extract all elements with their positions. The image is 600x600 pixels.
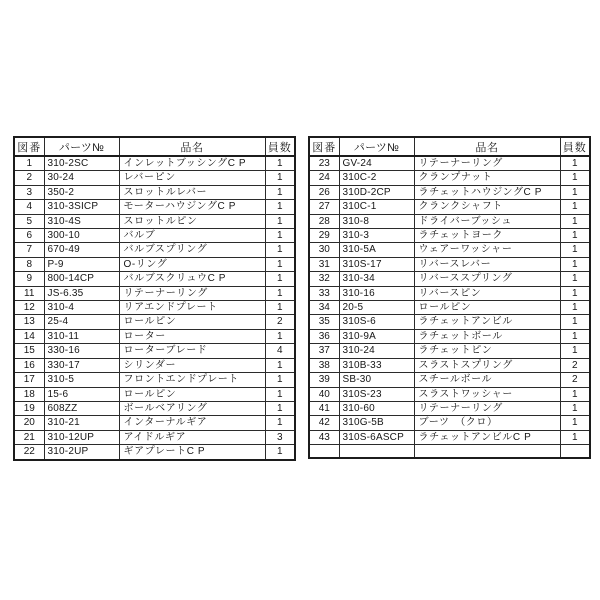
cell-part-name: リテーナーリング	[119, 286, 265, 300]
cell-figure-no: 17	[14, 373, 44, 387]
cell-parts-no: JS-6.35	[44, 286, 119, 300]
cell-parts-no: 310-21	[44, 416, 119, 430]
cell-quantity: 1	[560, 329, 590, 343]
cell-quantity: 1	[560, 315, 590, 329]
cell-figure-no: 35	[309, 315, 339, 329]
cell-figure-no: 13	[14, 315, 44, 329]
cell-parts-no: 310B-33	[339, 358, 414, 372]
cell-quantity: 1	[560, 214, 590, 228]
cell-figure-no: 22	[14, 445, 44, 460]
cell-parts-no: 310-2SC	[44, 156, 119, 171]
cell-figure-no: 30	[309, 243, 339, 257]
cell-parts-no: 310-34	[339, 272, 414, 286]
table-row	[14, 344, 295, 358]
header-part-name: 品名	[119, 137, 265, 156]
table-row	[309, 358, 590, 372]
cell-quantity: 1	[265, 416, 295, 430]
cell-quantity: 1	[265, 229, 295, 243]
cell-quantity: 1	[265, 214, 295, 228]
cell-parts-no: 310S-6ASCP	[339, 430, 414, 444]
header-row	[14, 137, 295, 156]
cell-figure-no: 29	[309, 229, 339, 243]
cell-figure-no: 41	[309, 401, 339, 415]
cell-part-name: ラチェットボール	[414, 329, 560, 343]
table-row	[309, 373, 590, 387]
cell-figure-no: 36	[309, 329, 339, 343]
table-row	[14, 286, 295, 300]
cell-parts-no: 310D-2CP	[339, 185, 414, 199]
cell-part-name: スロットルレバー	[119, 185, 265, 199]
cell-part-name: ブーツ （クロ）	[414, 416, 560, 430]
cell-part-name: シリンダー	[119, 358, 265, 372]
cell-figure-no: 33	[309, 286, 339, 300]
cell-part-name: リテーナーリング	[414, 156, 560, 171]
cell-parts-no: 310-24	[339, 344, 414, 358]
table-row	[309, 387, 590, 401]
cell-quantity: 1	[265, 185, 295, 199]
cell-parts-no: 310-9A	[339, 329, 414, 343]
cell-quantity: 1	[265, 257, 295, 271]
cell-figure-no: 3	[14, 185, 44, 199]
table-row	[309, 401, 590, 415]
cell-figure-no	[309, 445, 339, 458]
cell-figure-no: 15	[14, 344, 44, 358]
cell-parts-no: 330-16	[44, 344, 119, 358]
cell-figure-no: 38	[309, 358, 339, 372]
cell-quantity: 1	[265, 373, 295, 387]
parts-table-right	[308, 136, 591, 459]
cell-quantity: 1	[265, 329, 295, 343]
cell-parts-no: 310-3SICP	[44, 200, 119, 214]
cell-part-name: バルブ	[119, 229, 265, 243]
cell-parts-no: 310-4	[44, 301, 119, 315]
cell-quantity: 1	[560, 229, 590, 243]
cell-part-name: ラチェットヨーク	[414, 229, 560, 243]
cell-part-name: バルブスプリング	[119, 243, 265, 257]
table-row	[309, 315, 590, 329]
table-row	[14, 185, 295, 199]
cell-figure-no: 31	[309, 257, 339, 271]
cell-quantity: 1	[560, 401, 590, 415]
cell-parts-no: 30-24	[44, 171, 119, 185]
cell-figure-no: 2	[14, 171, 44, 185]
cell-figure-no: 27	[309, 200, 339, 214]
cell-quantity: 1	[560, 272, 590, 286]
cell-part-name: リバースピン	[414, 286, 560, 300]
table-row	[14, 401, 295, 415]
cell-parts-no: 310-12UP	[44, 430, 119, 444]
cell-part-name: ラチェットハウジングC P	[414, 185, 560, 199]
cell-part-name: クランクシャフト	[414, 200, 560, 214]
table-row	[309, 430, 590, 444]
cell-parts-no: 310S-17	[339, 257, 414, 271]
cell-parts-no: 800-14CP	[44, 272, 119, 286]
cell-parts-no: 310S-23	[339, 387, 414, 401]
table-row	[14, 315, 295, 329]
cell-part-name: ラチェットアンビル	[414, 315, 560, 329]
table-header-left	[14, 137, 295, 156]
table-row	[309, 416, 590, 430]
cell-part-name: リバースレバー	[414, 257, 560, 271]
cell-figure-no: 34	[309, 301, 339, 315]
cell-parts-no: 310-3	[339, 229, 414, 243]
table-row	[14, 445, 295, 460]
cell-parts-no: 608ZZ	[44, 401, 119, 415]
table-row	[309, 257, 590, 271]
table-row	[309, 171, 590, 185]
table-row	[309, 229, 590, 243]
cell-figure-no: 5	[14, 214, 44, 228]
cell-quantity: 1	[265, 301, 295, 315]
cell-figure-no: 11	[14, 286, 44, 300]
cell-figure-no: 32	[309, 272, 339, 286]
cell-quantity: 1	[560, 156, 590, 171]
cell-part-name: リアエンドプレート	[119, 301, 265, 315]
cell-quantity: 1	[560, 200, 590, 214]
cell-part-name: ローター	[119, 329, 265, 343]
cell-parts-no: 310-16	[339, 286, 414, 300]
table-row	[14, 257, 295, 271]
header-figure-no: 図番	[309, 137, 339, 156]
table-row	[309, 200, 590, 214]
table-row	[14, 329, 295, 343]
cell-quantity: 1	[560, 171, 590, 185]
cell-quantity: 4	[265, 344, 295, 358]
cell-part-name: ギアプレートC P	[119, 445, 265, 460]
cell-part-name: ロールピン	[119, 387, 265, 401]
cell-parts-no: 310-8	[339, 214, 414, 228]
cell-part-name: ボールベアリング	[119, 401, 265, 415]
cell-part-name: ラチェットピン	[414, 344, 560, 358]
cell-quantity: 1	[265, 272, 295, 286]
cell-parts-no: 310-60	[339, 401, 414, 415]
table-row	[309, 445, 590, 458]
cell-part-name: ドライバーブッシュ	[414, 214, 560, 228]
table-row	[14, 171, 295, 185]
cell-part-name: ロールピン	[119, 315, 265, 329]
cell-figure-no: 21	[14, 430, 44, 444]
cell-parts-no	[339, 445, 414, 458]
header-parts-no: パーツ№	[339, 137, 414, 156]
table-row	[14, 229, 295, 243]
cell-part-name	[414, 445, 560, 458]
table-row	[309, 243, 590, 257]
cell-figure-no: 14	[14, 329, 44, 343]
cell-parts-no: GV-24	[339, 156, 414, 171]
table-body-right	[309, 156, 590, 458]
cell-quantity: 1	[265, 286, 295, 300]
cell-figure-no: 24	[309, 171, 339, 185]
cell-parts-no: 350-2	[44, 185, 119, 199]
table-row	[14, 387, 295, 401]
header-part-name: 品名	[414, 137, 560, 156]
cell-parts-no: 310C-1	[339, 200, 414, 214]
cell-figure-no: 42	[309, 416, 339, 430]
cell-quantity: 3	[265, 430, 295, 444]
table-row	[14, 243, 295, 257]
header-figure-no: 図番	[14, 137, 44, 156]
cell-parts-no: 300-10	[44, 229, 119, 243]
cell-part-name: フロントエンドプレート	[119, 373, 265, 387]
cell-figure-no: 9	[14, 272, 44, 286]
cell-parts-no: 310-5A	[339, 243, 414, 257]
cell-quantity: 1	[560, 301, 590, 315]
cell-figure-no: 12	[14, 301, 44, 315]
cell-quantity: 2	[560, 373, 590, 387]
cell-figure-no: 26	[309, 185, 339, 199]
cell-quantity: 1	[560, 185, 590, 199]
cell-figure-no: 4	[14, 200, 44, 214]
table-row	[14, 430, 295, 444]
cell-parts-no: 330-17	[44, 358, 119, 372]
cell-figure-no: 19	[14, 401, 44, 415]
cell-quantity: 2	[560, 358, 590, 372]
table-row	[309, 344, 590, 358]
cell-quantity: 1	[560, 243, 590, 257]
cell-part-name: スラストスプリング	[414, 358, 560, 372]
cell-part-name: リテーナーリング	[414, 401, 560, 415]
header-quantity: 員数	[560, 137, 590, 156]
cell-parts-no: 25-4	[44, 315, 119, 329]
cell-quantity: 1	[265, 171, 295, 185]
header-parts-no: パーツ№	[44, 137, 119, 156]
cell-part-name: モーターハウジングC P	[119, 200, 265, 214]
cell-figure-no: 16	[14, 358, 44, 372]
cell-parts-no: 310-2UP	[44, 445, 119, 460]
cell-quantity: 1	[265, 358, 295, 372]
cell-parts-no: P-9	[44, 257, 119, 271]
cell-figure-no: 23	[309, 156, 339, 171]
table-row	[309, 329, 590, 343]
cell-parts-no: 670-49	[44, 243, 119, 257]
table-row	[309, 214, 590, 228]
cell-figure-no: 37	[309, 344, 339, 358]
header-row	[309, 137, 590, 156]
cell-figure-no: 39	[309, 373, 339, 387]
header-quantity: 員数	[265, 137, 295, 156]
cell-parts-no: SB-30	[339, 373, 414, 387]
table-row	[14, 416, 295, 430]
cell-part-name: ロールピン	[414, 301, 560, 315]
cell-quantity: 1	[560, 416, 590, 430]
cell-parts-no: 310-4S	[44, 214, 119, 228]
cell-quantity: 1	[265, 387, 295, 401]
cell-parts-no: 310G-5B	[339, 416, 414, 430]
table-header-right	[309, 137, 590, 156]
cell-figure-no: 6	[14, 229, 44, 243]
cell-quantity	[560, 445, 590, 458]
cell-parts-no: 310-5	[44, 373, 119, 387]
cell-quantity: 1	[265, 401, 295, 415]
cell-part-name: スロットルピン	[119, 214, 265, 228]
cell-figure-no: 20	[14, 416, 44, 430]
cell-figure-no: 40	[309, 387, 339, 401]
table-row	[14, 214, 295, 228]
cell-parts-no: 20-5	[339, 301, 414, 315]
cell-quantity: 1	[265, 445, 295, 460]
cell-part-name: インターナルギア	[119, 416, 265, 430]
cell-part-name: ラチェットアンビルC P	[414, 430, 560, 444]
cell-part-name: アイドルギア	[119, 430, 265, 444]
cell-part-name: リバーススプリング	[414, 272, 560, 286]
table-row	[14, 200, 295, 214]
cell-quantity: 1	[560, 286, 590, 300]
cell-quantity: 1	[560, 430, 590, 444]
table-row	[309, 185, 590, 199]
cell-figure-no: 43	[309, 430, 339, 444]
table-body-left	[14, 156, 295, 460]
cell-figure-no: 7	[14, 243, 44, 257]
cell-parts-no: 15-6	[44, 387, 119, 401]
cell-quantity: 1	[560, 257, 590, 271]
table-row	[14, 272, 295, 286]
cell-quantity: 1	[265, 243, 295, 257]
cell-part-name: スラストワッシャー	[414, 387, 560, 401]
cell-part-name: ローターブレード	[119, 344, 265, 358]
table-row	[309, 156, 590, 171]
cell-figure-no: 8	[14, 257, 44, 271]
cell-part-name: レバーピン	[119, 171, 265, 185]
cell-quantity: 2	[265, 315, 295, 329]
parts-table-left	[13, 136, 296, 461]
cell-figure-no: 28	[309, 214, 339, 228]
table-row	[14, 373, 295, 387]
table-row	[309, 272, 590, 286]
cell-part-name: スチールボール	[414, 373, 560, 387]
cell-part-name: バルブスクリュウC P	[119, 272, 265, 286]
table-row	[309, 301, 590, 315]
table-row	[14, 301, 295, 315]
cell-quantity: 1	[265, 156, 295, 171]
cell-part-name: ウェアーワッシャー	[414, 243, 560, 257]
table-row	[14, 358, 295, 372]
cell-quantity: 1	[560, 344, 590, 358]
cell-part-name: クランプナット	[414, 171, 560, 185]
cell-parts-no: 310S-6	[339, 315, 414, 329]
cell-quantity: 1	[265, 200, 295, 214]
cell-part-name: インレットブッシングC P	[119, 156, 265, 171]
table-row	[14, 156, 295, 171]
cell-parts-no: 310C-2	[339, 171, 414, 185]
cell-quantity: 1	[560, 387, 590, 401]
table-row	[309, 286, 590, 300]
cell-figure-no: 18	[14, 387, 44, 401]
cell-figure-no: 1	[14, 156, 44, 171]
cell-part-name: O-リング	[119, 257, 265, 271]
cell-parts-no: 310-11	[44, 329, 119, 343]
